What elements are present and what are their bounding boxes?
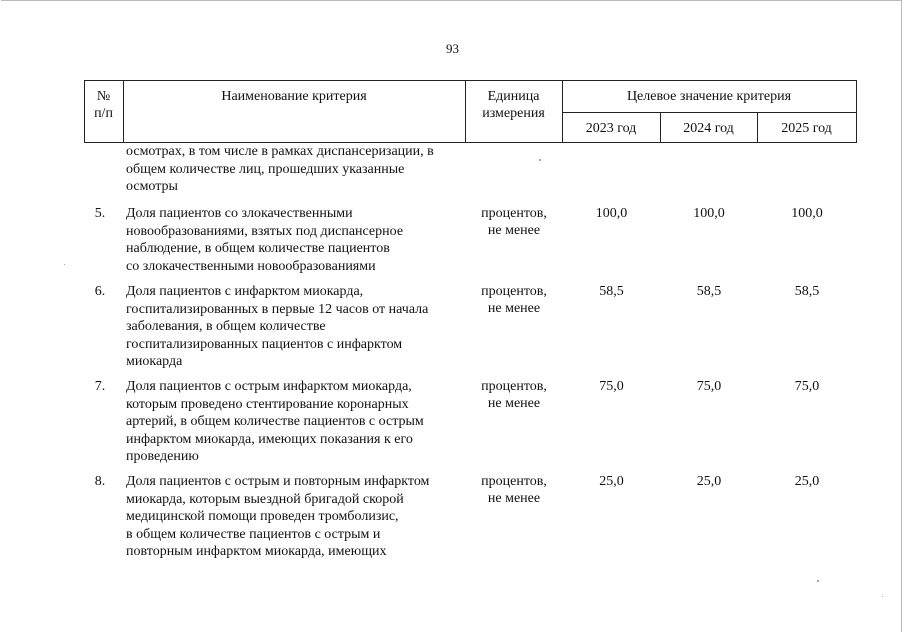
row-value-2023: 100,0: [595, 206, 628, 221]
header-mid-border: [563, 112, 857, 113]
row-unit-line1: процентов,: [481, 474, 547, 489]
header-unit-line1: Единица: [487, 89, 540, 104]
row-criterion-name: Доля пациентов с инфарктом миокарда, госпитализированных в первые 12 часов от начала заболевания, в общем количестве госпитализированных пациентов с инфарктом миокарда: [126, 284, 429, 369]
header-target-value: Целевое значение критерия: [626, 89, 792, 104]
header-divider: [856, 80, 857, 143]
row-unit-line1: процентов,: [481, 284, 547, 299]
row-value-2024: 25,0: [696, 474, 722, 489]
row-number: 5.: [94, 206, 106, 221]
row-value-2025: 100,0: [791, 206, 823, 221]
scan-speck: [817, 580, 819, 582]
row-unit-line1: процентов,: [481, 206, 547, 221]
continuation-text: осмотрах, в том числе в рамках диспансеризации, в общем количестве лиц, прошедших указанные осмотры: [126, 144, 434, 194]
row-criterion-name: Доля пациентов с острым и повторным инфарктом миокарда, которым выездной бригадой скорой медицинской помощи проведен тромболизис, в общем количестве пациентов с острым и повторным инфарктом миокарда, имеющих: [126, 474, 430, 559]
header-year-2025: 2025 год: [781, 121, 832, 136]
header-year-2024: 2024 год: [683, 121, 734, 136]
row-unit-line2: не менее: [487, 223, 541, 238]
row-unit-line2: не менее: [487, 491, 541, 506]
header-num-symbol: №: [96, 89, 111, 104]
header-unit-line2: измерения: [482, 106, 545, 121]
row-number: 8.: [94, 474, 106, 489]
row-unit-line1: процентов,: [481, 379, 547, 394]
row-value-2023: 25,0: [599, 474, 624, 489]
row-value-2024: 58,5: [696, 284, 722, 299]
row-value-2025: 25,0: [794, 474, 820, 489]
header-year-2023: 2023 год: [585, 121, 637, 136]
header-name: Наименование критерия: [221, 89, 367, 104]
header-top-border: [84, 80, 857, 81]
row-value-2025: 58,5: [794, 284, 820, 299]
row-value-2024: 75,0: [696, 379, 722, 394]
row-unit-line2: не менее: [487, 301, 541, 316]
row-number: 6.: [94, 284, 106, 299]
page-number: 93: [446, 41, 459, 56]
scan-speck: [882, 596, 883, 597]
row-number: 7.: [94, 379, 106, 394]
row-value-2024: 100,0: [693, 206, 725, 221]
scan-speck: [64, 264, 65, 265]
scan-speck: [539, 159, 541, 161]
row-unit-line2: не менее: [487, 396, 541, 411]
row-value-2023: 58,5: [599, 284, 624, 299]
row-value-2025: 75,0: [794, 379, 820, 394]
row-value-2023: 75,0: [599, 379, 624, 394]
row-criterion-name: Доля пациентов с острым инфарктом миокарда, которым проведено стентирование коронарных артерий, в общем количестве пациентов с острым инфарктом миокарда, имеющих показания к его проведению: [126, 379, 424, 464]
row-criterion-name: Доля пациентов со злокачественными новообразованиями, взятых под диспансерное наблюдение, в общем количестве пациентов со злокачественными новообразованиями: [126, 206, 404, 274]
header-num-label: п/п: [94, 106, 113, 121]
